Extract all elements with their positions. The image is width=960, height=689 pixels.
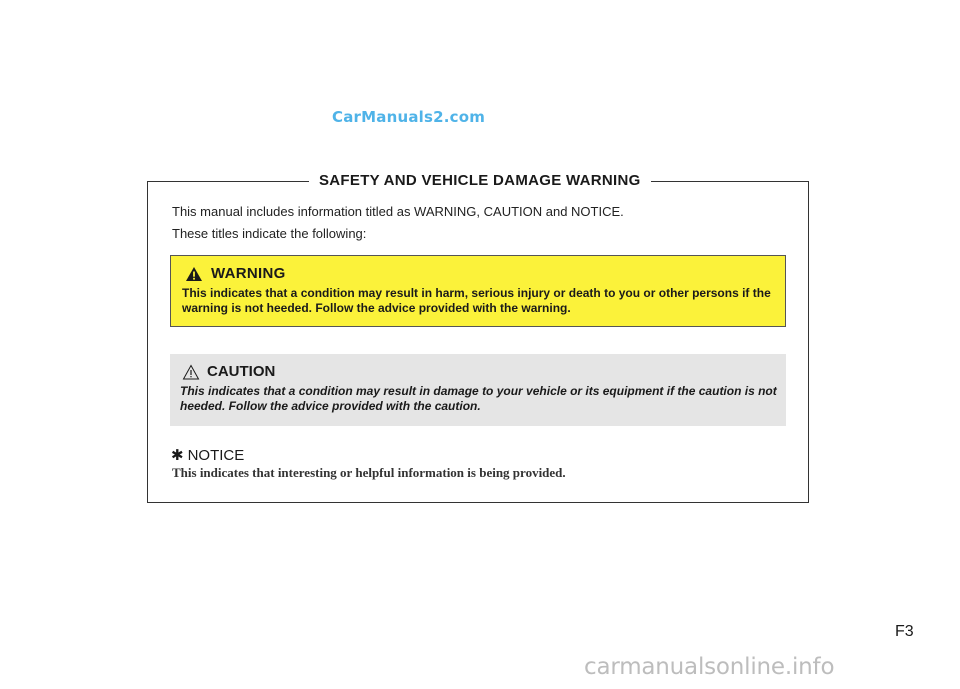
warning-box [170, 255, 786, 327]
watermark-carmanualsonline: carmanualsonline.info [584, 654, 835, 680]
warning-triangle-icon [185, 266, 203, 282]
warning-text: This indicates that a condition may result in harm, serious injury or death to you or other persons if the warning is not heeded. Follow the advice provided with the warning. [182, 286, 771, 315]
notice-header [171, 446, 244, 464]
intro-line-1: This manual includes information titled as WARNING, CAUTION and NOTICE. [172, 204, 624, 219]
notice-text: This indicates that interesting or helpful information is being provided. [172, 465, 566, 480]
caution-triangle-icon [182, 364, 200, 380]
warning-header [185, 265, 286, 282]
caution-title: CAUTION [207, 363, 276, 380]
caution-header [182, 363, 275, 380]
caution-box [170, 354, 786, 426]
caution-text: This indicates that a condition may result in damage to your vehicle or its equipment if the caution is not heeded. Follow the advice provided with the caution. [180, 384, 777, 413]
warning-title: WARNING [211, 265, 286, 282]
page-number: F3 [895, 623, 914, 640]
notice-title: NOTICE [187, 446, 245, 464]
section-title: SAFETY AND VEHICLE DAMAGE WARNING [309, 170, 651, 192]
watermark-carmanuals2: CarManuals2.com [332, 108, 486, 126]
intro-line-2: These titles indicate the following: [172, 226, 367, 241]
asterisk-star-icon: ✱ [171, 447, 184, 464]
